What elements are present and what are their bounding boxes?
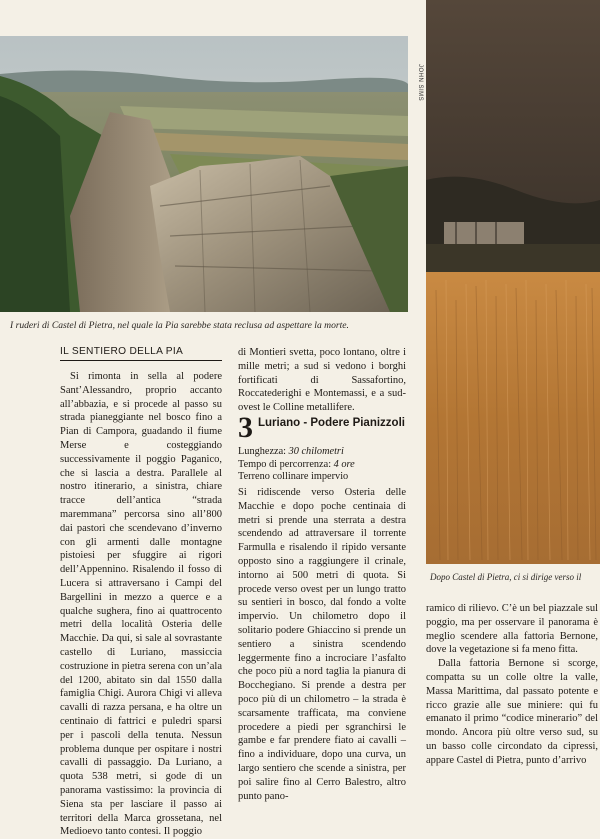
route-details [238, 446, 406, 484]
route-time [238, 459, 406, 472]
column-1-paragraph: Si rimonta in sella al podere Sant’Alessandro, proprio accanto all’abbazia, e si procede al passo su strada pianeggiante nel bosco fino a Pian di Campora, guadando il fiume Merse e costeggiando successivamente il poggio Paganico, che si lascia a destra. Parallele al nostro itinerario, a sinistra, chiare tracce dell’antica “strada maremmana” percorsa sino all’800 dai pastori che scendevano d’inverno con gli armenti dalle montagne pistoiesi per sfuggire ai rigori dell’Appennino. Risalendo il fosso di Lucera si attraversano i Campi del Bargellini in mezzo a querce e a qualche sughera, fino ai quattrocento metri della località Osteria delle Macchie. Da qui, si sale al sovrastante castello di Luriano, massiccia costruzione in pietra serena con un’ala del 1200, abitato sin dal 1550 dalla famiglia Chigi. Aurora Chigi vi alleva cavalli di razza persana, e ha oltre un centinaio di fattrici e puledri sparsi per i pascoli della tenuta. Nessun problema dunque per ospitare i nostri cavalli di passaggio. Da Luriano, a quota 538 metri, si gode di un panorama vastissimo: la provincia di Siena sta per lasciare il passo ai territori della Marca grossetana, nel Medioevo tanto contesi. Il poggio [60, 371, 222, 838]
field-caption: Dopo Castel di Pietra, ci si dirige verso il [430, 572, 582, 582]
ruins-caption: I ruderi di Castel di Pietra, nel quale la Pia sarebbe stata reclusa ad aspettare la morte. [10, 320, 349, 331]
route-length-value: 30 chilometri [288, 446, 344, 457]
column-2-paragraph: Si ridiscende verso Osteria delle Macchie e dopo poche centinaia di metri si prende una sterrata a destra scendendo ad attraversare il torrente Farmulla e risalendo il ripido versante opposto sino a raggiungere il crinale, intorno ai 500 metri di quota. Si procede verso ovest per un lungo tratto su sentieri in bosco, dal fondo a volte impervio. Un chilometro dopo il solitario podere Ghiaccino si prende un sentiero a sinistra scendendo leggermente fino a incrociare l’asfalto che poco più a nord taglia la pianura di Bocchegiano. Si prende a destra per poco più di un chilometro – la strada è scarsamente trafficata, ma conviene procedere a piedi per sgranchirsi le gambe e far prendere fiato ai cavalli – fino a individuare, dopo una curva, un largo sentiero che scende a sinistra, per poi salire fino al Cerro Balestro, altro punto pano- [238, 487, 406, 802]
column-2-continuation: di Montieri svetta, poco lontano, oltre i mille metri; a sud si vedono i borghi fortificati di Sassafortino, Roccatederighi e Montemassi, e a sud-ovest le Colline metallifere. [238, 347, 406, 414]
column-3-paragraph: Dalla fattoria Bernone si scorge, compatta su un colle oltre la valle, Massa Marittima, dal passato potente e ricco grazie alle sue miniere: qui fu emanato il primo “codice minerario” del mondo. Ancora più oltre verso sud, su un basso colle circondato da cipressi, appare Castel di Pietra, punto d’arrivo [426, 658, 598, 766]
route-number: 3 [238, 411, 253, 444]
route-terrain: Terreno collinare impervio [238, 471, 349, 483]
route-time-value: 4 ore [333, 458, 355, 470]
column-2-body [238, 486, 406, 803]
route-title: Luriano - Podere Pianizzoli [258, 417, 405, 429]
section-heading: IL SENTIERO DELLA PIA [60, 346, 222, 361]
column-2-top [238, 346, 406, 415]
column-3-continuation: ramico di rilievo. C’è un bel piazzale sul poggio, ma per osservare il panorama è meglio scendere alla fattoria Bernone, dove la vegetazione si fa meno fitta. [426, 603, 598, 656]
column-1 [60, 370, 222, 839]
ruins-photo [0, 36, 408, 312]
route-length-label: Lunghezza: [238, 446, 287, 457]
route-time-label: Tempo di percorrenza: [238, 458, 332, 470]
route-length [238, 446, 406, 459]
field-photo [426, 0, 600, 564]
photo-credit: JOHN SIMS [417, 64, 423, 102]
ruins-photo-illustration [0, 36, 408, 312]
field-photo-illustration [426, 0, 600, 564]
column-3 [426, 602, 598, 768]
